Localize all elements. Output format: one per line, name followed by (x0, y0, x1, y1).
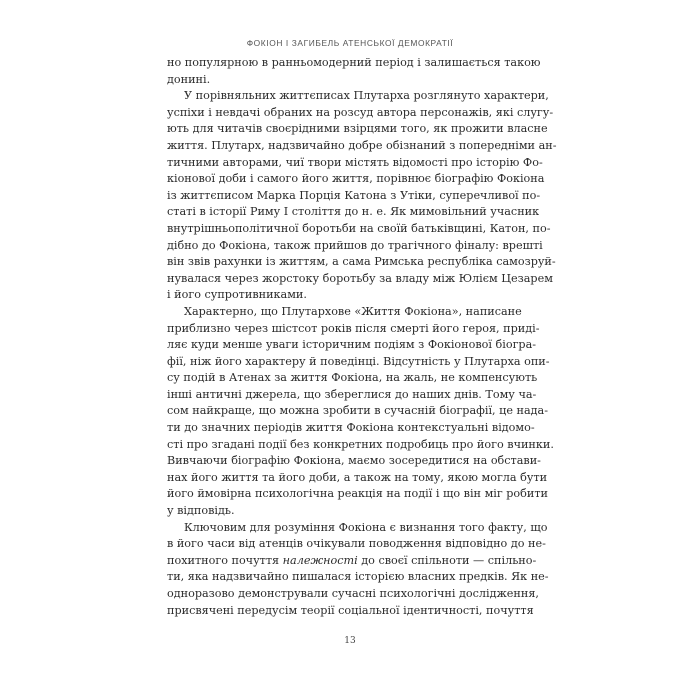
text-line: життя. Плутарх, надзвичайно добре обізнаний з попередніми ан- (167, 138, 557, 152)
text-line: дібно до Фокіона, також прийшов до трагічного фіналу: врешті (167, 238, 543, 252)
running-head: ФОКІОН І ЗАГИБЕЛЬ АТЕНСЬКОЇ ДЕМОКРАТІЇ (246, 38, 454, 48)
text-line: інші античні джерела, що збереглися до наших днів. Тому ча- (167, 387, 537, 401)
body-text (167, 55, 557, 619)
text-line: ють для читачів своєрідними взірцями того, як прожити власне (167, 122, 548, 136)
text-line: нах його життя та його доби, а також на тому, якою могла бути (167, 470, 548, 484)
text-line: присвячені передусім теорії соціальної ідентичності, почуття (167, 603, 534, 617)
text-line: су подій в Атенах за життя Фокіона, на жаль, не компенсують (167, 371, 538, 385)
emphasis: належності (282, 553, 358, 567)
page-number: 13 (344, 636, 356, 646)
text-line: похитного почуття належності до своєї спільноти — спільно- (167, 553, 537, 567)
text-line: одноразово демонстрували сучасні психологічні дослідження, (167, 587, 539, 600)
text-line: ти, яка надзвичайно пишалася історією власних предків. Як не- (167, 570, 549, 584)
text-line: донині. (167, 72, 211, 86)
text-line: ляє куди менше уваги історичним подіям з Фокіонової біогра- (167, 338, 537, 352)
paragraph (167, 88, 557, 304)
text-line: сті про згадані події без конкретних подробиць про його вчинки. (167, 437, 554, 451)
text-line: Вивчаючи біографію Фокіона, маємо зосередитися на обстави- (167, 454, 541, 468)
text-line: У порівняльних життєписах Плутарха розглянуто характери, (184, 89, 549, 103)
text-line: його ймовірна психологічна реакція на події і що він міг робити (167, 487, 548, 501)
text-line: приблизно через шістсот років після смерті його героя, приді- (167, 321, 540, 335)
text-line: і його супротивниками. (167, 288, 307, 302)
text-line: із життєписом Марка Порція Катона з Утіки, суперечливої по- (167, 188, 541, 202)
text-line: нувалася через жорстоку боротьбу за владу між Юлієм Цезарем (167, 271, 553, 285)
text-line: ти до значних періодів життя Фокіона контекстуальні відомо- (167, 421, 535, 435)
text-line: він звів рахунки із життям, а сама Римська республіка самозруй- (167, 255, 556, 269)
text-line: кіонової доби і самого його життя, порівнює біографію Фокіона (167, 172, 545, 186)
text-line: Ключовим для розуміння Фокіона є визнання того факту, що (184, 520, 548, 534)
paragraph (167, 304, 554, 520)
text-line: Характерно, що Плутархове «Життя Фокіона», написане (184, 304, 522, 318)
paragraph (167, 55, 541, 88)
text-line: сом найкраще, що можна зробити в сучасній біографії, це нада- (167, 404, 548, 418)
text-line: в його часи від атенців очікували поводження відповідно до не- (167, 537, 546, 551)
text-line: фії, ніж його характеру й поведінці. Відсутність у Плутарха опи- (167, 354, 550, 368)
text-line: статі в історії Риму I століття до н. е. Як мимовільний учасник (167, 205, 540, 219)
text-line: успіхи і невдачі обраних на розсуд автора персонажів, які слугу- (167, 105, 554, 119)
text-line: у відповідь. (167, 504, 235, 518)
text-line: тичними авторами, чиї твори містять відомості про історію Фо- (167, 155, 543, 169)
text-line: но популярною в ранньомодерний період і залишається такою (167, 56, 541, 69)
text-line: внутрішньополітичної боротьби на своїй батьківщині, Катон, по- (167, 221, 551, 235)
paragraph (167, 520, 549, 620)
